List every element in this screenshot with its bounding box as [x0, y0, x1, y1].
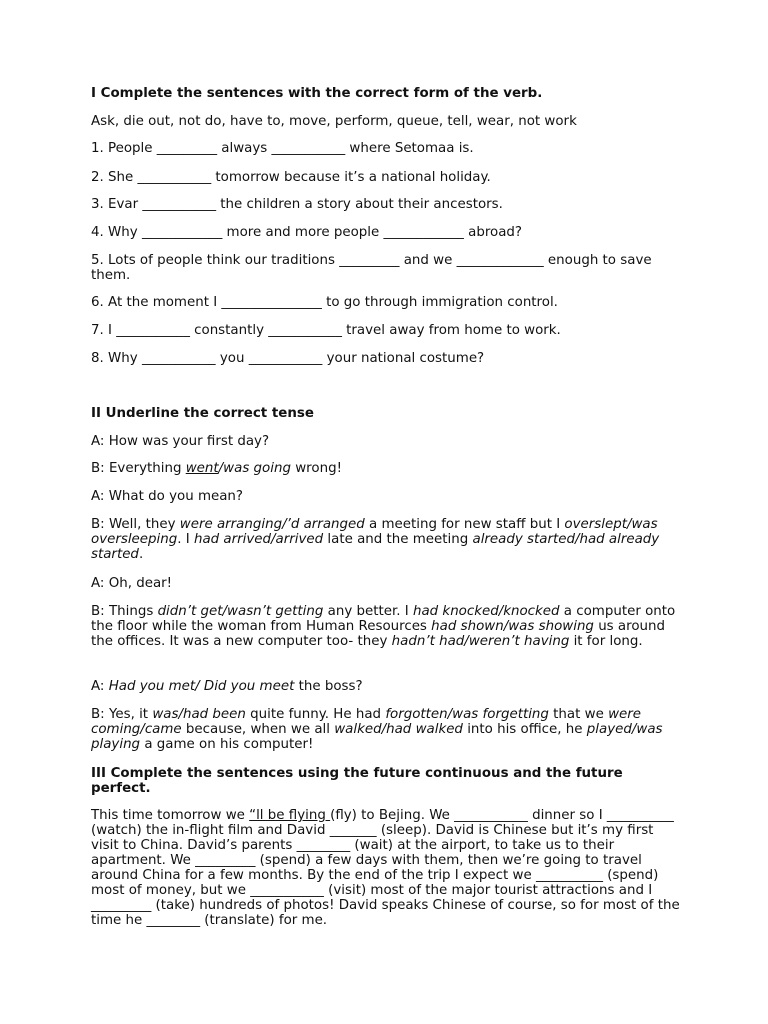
dialogue-line-7: A: Had you met/ Did you meet the boss?: [91, 679, 363, 694]
dialogue-line-5: A: Oh, dear!: [91, 576, 173, 591]
exercise-item-3: 3. Evar ___________ the children a story about their ancestors.: [91, 197, 503, 212]
exercise-item-4: 4. Why ____________ more and more people ____________ abroad?: [91, 225, 523, 240]
dialogue-line-1: A: How was your first day?: [91, 434, 270, 449]
dialogue-line-2: B: Everything went/was going wrong!: [91, 461, 342, 476]
exercise-item-6: 6. At the moment I _______________ to go through immigration control.: [91, 295, 558, 310]
dialogue-line-6: B: Things didn’t get/wasn’t getting any better. I had knocked/knocked a computer onto the floor while the woman from Human Resources had shown/was showing us around the offices. It was a new computer too- they hadn’t had/weren’t having it for long.: [91, 604, 676, 649]
dialogue-line-8: B: Yes, it was/had been quite funny. He had forgotten/was forgetting that we were coming/came because, when we all walked/had walked into his office, he played/was playing a game on his computer!: [91, 707, 663, 752]
exercise-item-2: 2. She ___________ tomorrow because it’s a national holiday.: [91, 170, 491, 185]
section1-title: I Complete the sentences with the correct form of the verb.: [91, 86, 543, 101]
exercise-item-1: 1. People _________ always ___________ where Setomaa is.: [91, 141, 474, 156]
exercise-item-8: 8. Why ___________ you ___________ your national costume?: [91, 351, 485, 366]
exercise-item-7: 7. I ___________ constantly ___________ travel away from home to work.: [91, 323, 561, 338]
section2-title: II Underline the correct tense: [91, 406, 314, 421]
section1-word-list: Ask, die out, not do, have to, move, perform, queue, tell, wear, not work: [91, 114, 577, 129]
exercise-item-5: 5. Lots of people think our traditions _________ and we _____________ enough to save them.: [91, 253, 652, 283]
dialogue-line-3: A: What do you mean?: [91, 489, 244, 504]
dialogue-line-4: B: Well, they were arranging/’d arranged a meeting for new staff but I overslept/was oversleeping. I had arrived/arrived late and the meeting already started/had already started.: [91, 517, 660, 562]
section3-paragraph: This time tomorrow we “ll be flying (fly) to Bejing. We ___________ dinner so I __________ (watch) the in-flight film and David _______ (sleep). David is Chinese but it’s my first visit to China. David’s parents ________ (wait) at the airport, to take us to their apartment. We _________ (spend) a few days with them, then we’re going to travel around China for a few months. By the end of the trip I expect we __________ (spend) most of money, but we ___________ (visit) most of the major tourist attractions and I _________ (take) hundreds of photos! David speaks Chinese of course, so for most of the time he ________ (translate) for me.: [91, 808, 680, 928]
section3-title: III Complete the sentences using the future continuous and the future perfect.: [91, 766, 623, 796]
